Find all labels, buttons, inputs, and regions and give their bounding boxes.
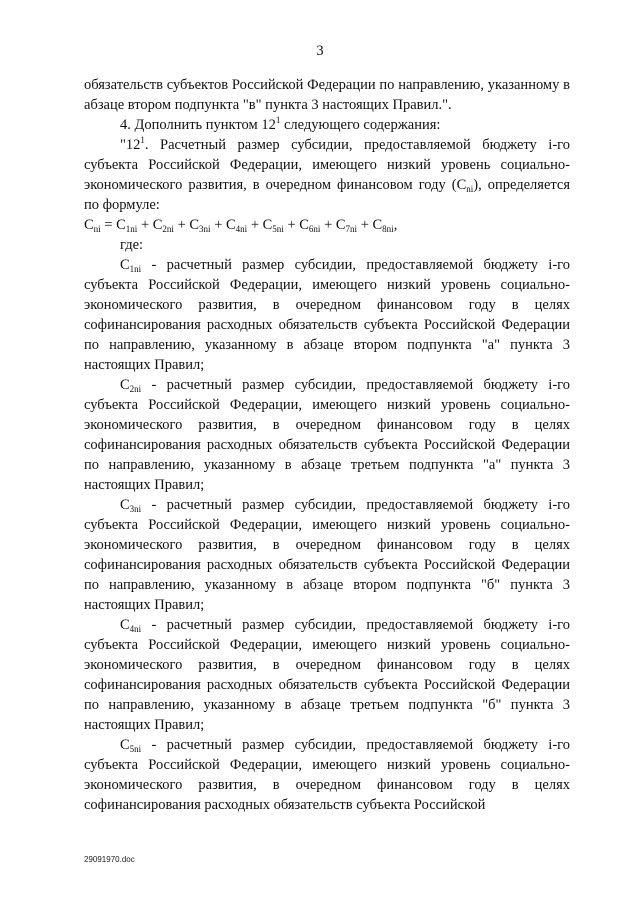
formula-term-subscript: 8ni xyxy=(382,224,394,234)
item-12-1-subscript: ni xyxy=(466,184,474,194)
definition-symbol-subscript: 2ni xyxy=(129,384,142,394)
formula-term xyxy=(299,217,320,233)
formula-term-subscript: 2ni xyxy=(162,224,174,234)
item-12-1-open: "12 xyxy=(120,137,141,153)
formula-term-subscript: 4ni xyxy=(235,224,248,234)
formula-term-base: С xyxy=(152,217,163,233)
formula-term xyxy=(226,217,247,233)
item-12-1-paragraph xyxy=(84,135,570,215)
item-4-text-end: следующего содержания: xyxy=(280,117,441,133)
formula-lhs-subscript: ni xyxy=(93,224,101,234)
definition-symbol: С xyxy=(120,257,130,273)
item-12-1-superscript: 1 xyxy=(140,135,145,145)
item-4-paragraph xyxy=(84,115,570,135)
definition-symbol: С xyxy=(120,617,130,633)
formula xyxy=(84,215,570,235)
definition-paragraph xyxy=(84,735,570,815)
formula-term xyxy=(153,217,174,233)
formula-plus: + xyxy=(137,217,153,233)
definition-paragraph xyxy=(84,255,570,375)
formula-term-subscript: 3ni xyxy=(199,224,211,234)
item-12-1-text: . Расчетный размер субсидии, предоставляемой бюджету i-го субъекта Российской Федерации, имеющего низкий уровень социально-экономического развития, в очередном финансовом году (С xyxy=(84,137,570,193)
definitions-list xyxy=(84,255,570,815)
formula-plus: + xyxy=(247,217,263,233)
definition-symbol-subscript: 1ni xyxy=(129,264,142,274)
formula-term-subscript: 5ni xyxy=(272,224,284,234)
formula-term-base: С xyxy=(335,217,346,233)
formula-term-base: С xyxy=(299,217,309,233)
formula-plus: + xyxy=(320,217,336,233)
formula-plus: + xyxy=(210,217,226,233)
formula-terms xyxy=(116,217,394,233)
formula-term xyxy=(263,217,284,233)
item-4-text-start: 4. Дополнить пунктом 12 xyxy=(120,117,276,133)
formula-term-subscript: 6ni xyxy=(308,224,321,234)
where-label: где: xyxy=(120,237,144,253)
formula-term-subscript: 1ni xyxy=(125,224,138,234)
formula-plus: + xyxy=(283,217,300,233)
formula-term-base: С xyxy=(372,217,383,233)
definition-text: - расчетный размер субсидии, предоставляемой бюджету i-го субъекта Российской Федерации, имеющего низкий уровень социально-экономического развития, в очередном финансовом году в целях софинансирования расходных обязательств субъекта Российской Федерации по направлению, указанному в абзаце втором подпункта "б" пункта 3 настоящих Правил; xyxy=(84,497,570,613)
formula-plus: + xyxy=(173,217,190,233)
definition-symbol: С xyxy=(120,497,130,513)
definition-text: - расчетный размер субсидии, предоставляемой бюджету i-го субъекта Российской Федерации, имеющего низкий уровень социально-экономического развития, в очередном финансовом году в целях софинансирования расходных обязательств субъекта Российской Федерации по направлению, указанному в абзаце третьем подпункта "а" пункта 3 настоящих Правил; xyxy=(84,377,570,493)
formula-term xyxy=(336,217,357,233)
definition-symbol-subscript: 3ni xyxy=(129,504,142,514)
definition-text: - расчетный размер субсидии, предоставляемой бюджету i-го субъекта Российской Федерации, имеющего низкий уровень социально-экономического развития, в очередном финансовом году в целях софинансирования расходных обязательств субъекта Российской Федерации по направлению, указанному в абзаце втором подпункта "а" пункта 3 настоящих Правил; xyxy=(84,257,570,373)
formula-term-subscript: 7ni xyxy=(345,224,358,234)
formula-term xyxy=(116,217,137,233)
document-body xyxy=(84,75,570,815)
definition-symbol: С xyxy=(120,737,130,753)
formula-end: , xyxy=(393,217,398,233)
definition-symbol: С xyxy=(120,377,130,393)
item-12-1-close: ), определяется по формуле: xyxy=(84,177,570,213)
page-number: 3 xyxy=(316,43,324,59)
formula-plus: + xyxy=(357,217,373,233)
formula-term xyxy=(373,217,394,233)
definition-paragraph xyxy=(84,495,570,615)
definition-paragraph xyxy=(84,615,570,735)
definition-symbol-subscript: 4ni xyxy=(129,624,142,634)
intro-paragraph: обязательств субъектов Российской Федерации по направлению, указанному в абзаце втором подпункта "в" пункта 3 настоящих Правил.". xyxy=(84,77,570,113)
document-code: 29091970.doc xyxy=(84,855,135,864)
formula-lhs: С xyxy=(84,217,94,233)
definition-paragraph xyxy=(84,375,570,495)
definition-text: - расчетный размер субсидии, предоставляемой бюджету i-го субъекта Российской Федерации, имеющего низкий уровень социально-экономического развития, в очередном финансовом году в целях софинансирования расходных обязательств субъекта Российской xyxy=(84,737,570,813)
formula-term xyxy=(189,217,210,233)
formula-term-base: С xyxy=(226,217,236,233)
definition-symbol-subscript: 5ni xyxy=(129,744,142,754)
item-4-superscript: 1 xyxy=(275,115,281,125)
formula-equals: = xyxy=(100,217,117,233)
formula-term-base: С xyxy=(262,217,273,233)
formula-term-base: С xyxy=(189,217,200,233)
definition-text: - расчетный размер субсидии, предоставляемой бюджету i-го субъекта Российской Федерации, имеющего низкий уровень социально-экономического развития, в очередном финансовом году в целях софинансирования расходных обязательств субъекта Российской Федерации по направлению, указанному в абзаце третьем подпункта "б" пункта 3 настоящих Правил; xyxy=(84,617,570,733)
formula-term-base: С xyxy=(116,217,126,233)
